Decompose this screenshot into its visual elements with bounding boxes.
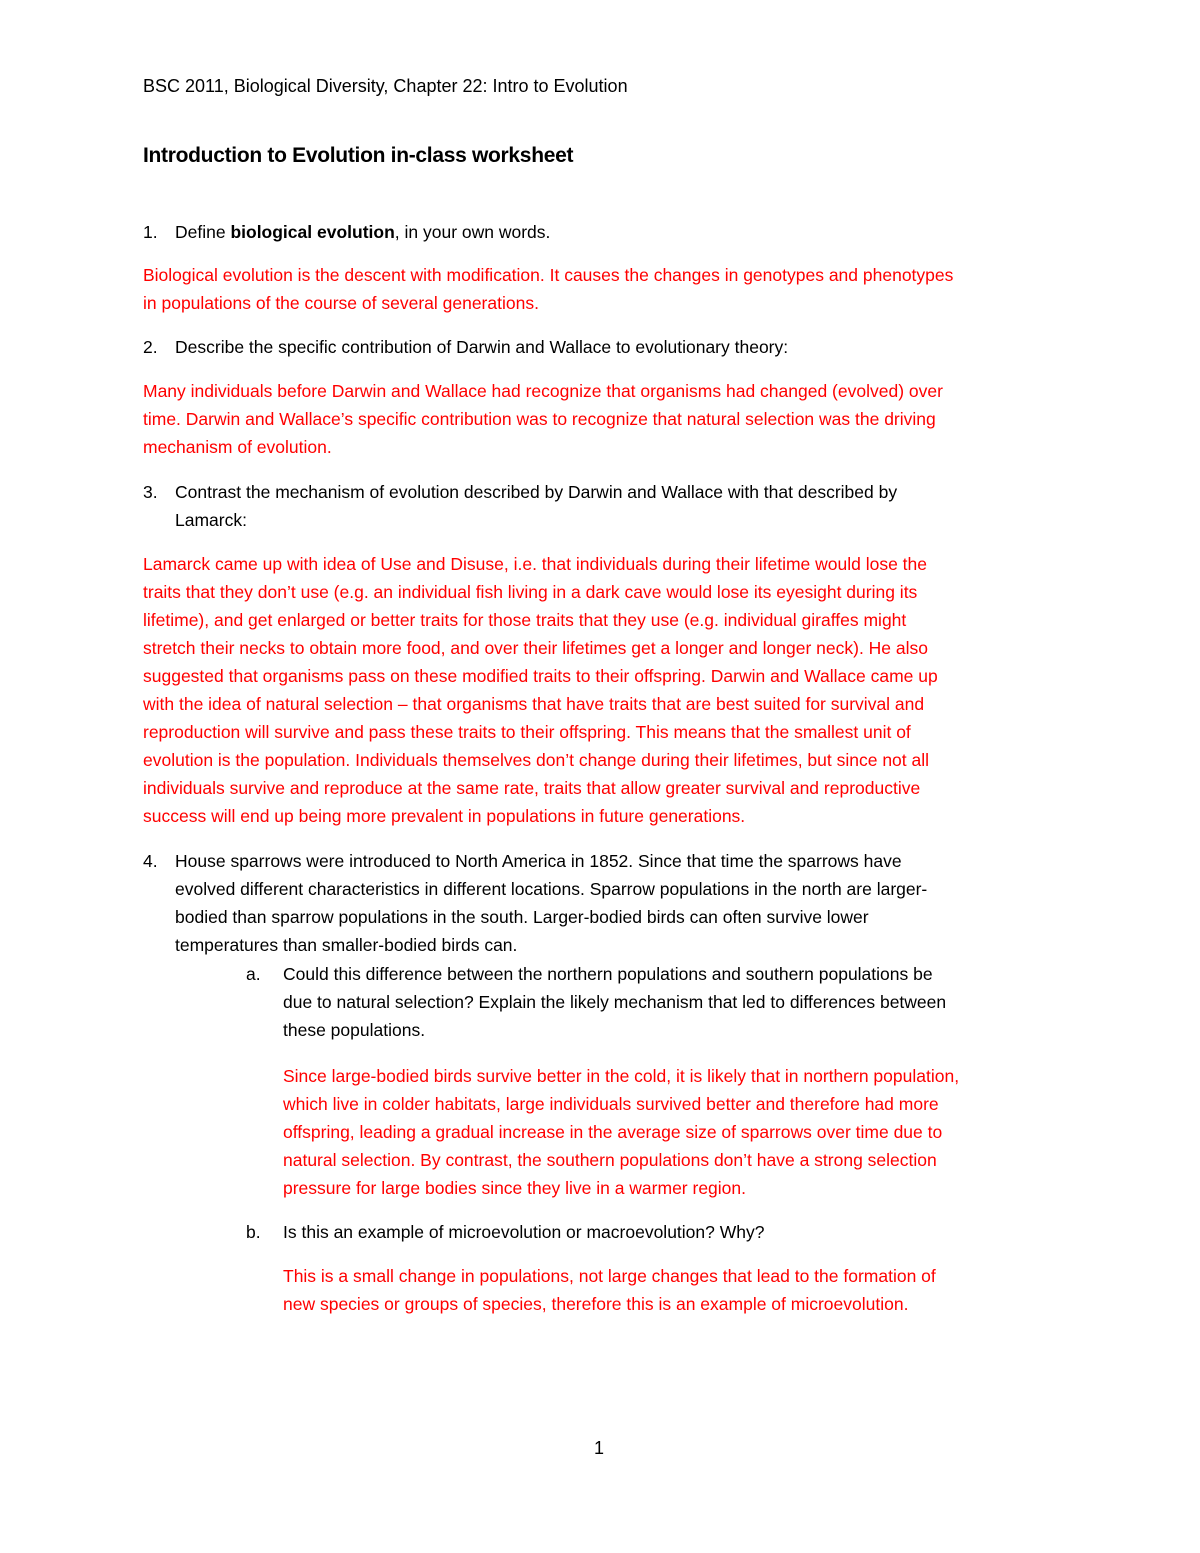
answer-line: Lamarck came up with idea of Use and Disuse, i.e. that individuals during their lifetime would lose the <box>143 554 928 574</box>
answer-line: Biological evolution is the descent with modification. It causes the changes in genotypes and phenotypes <box>143 265 954 285</box>
answer-line: success will end up being more prevalent in populations in future generations. <box>143 806 746 826</box>
subquestion-letter: a. <box>246 964 261 984</box>
question-line: bodied than sparrow populations in the south. Larger-bodied birds can often survive lower <box>175 907 869 927</box>
answer-4a <box>283 1062 1068 1202</box>
subquestion-letter: b. <box>246 1222 261 1242</box>
question-text <box>175 218 1055 246</box>
answer-line: This is a small change in populations, not large changes that lead to the formation of <box>283 1266 936 1286</box>
answer-line: individuals survive and reproduce at the same rate, traits that allow greater survival and reproductive <box>143 778 921 798</box>
answer-line: which live in colder habitats, large individuals survived better and therefore had more <box>283 1094 939 1114</box>
answer-line: evolution is the population. Individuals themselves don’t change during their lifetimes, but since not all <box>143 750 930 770</box>
bold-term: biological evolution <box>230 222 395 242</box>
question-line: temperatures than smaller-bodied birds can. <box>175 935 518 955</box>
answer-line: Many individuals before Darwin and Wallace had recognize that organisms had changed (evolved) over <box>143 381 943 401</box>
question-line: Could this difference between the northern populations and southern populations be <box>283 964 933 984</box>
page-number: 1 <box>594 1438 605 1458</box>
question-text: Describe the specific contribution of Darwin and Wallace to evolutionary theory: <box>175 337 789 357</box>
answer-line: lifetime), and get enlarged or better traits for those traits that they use (e.g. individual giraffes might <box>143 610 907 630</box>
answer-line: new species or groups of species, therefore this is an example of microevolution. <box>283 1294 909 1314</box>
question-line: due to natural selection? Explain the likely mechanism that led to differences between <box>283 992 947 1012</box>
answer-line: stretch their necks to obtain more food, and over their lifetimes get a longer and longer neck). He also <box>143 638 929 658</box>
answer-line: pressure for large bodies since they live in a warmer region. <box>283 1178 746 1198</box>
question-text-prefix: Define <box>175 222 231 242</box>
answer-line: suggested that organisms pass on these modified traits to their offspring. Darwin and Wallace came up <box>143 666 938 686</box>
question-line: Lamarck: <box>175 510 247 530</box>
question-text <box>175 847 1055 959</box>
answer-line: offspring, leading a gradual increase in the average size of sparrows over time due to <box>283 1122 943 1142</box>
answer-line: mechanism of evolution. <box>143 437 332 457</box>
answer-line: traits that they don’t use (e.g. an individual fish living in a dark cave would lose its eyesight during its <box>143 582 918 602</box>
question-number: 1. <box>143 222 158 242</box>
question-text-suffix: , in your own words. <box>394 222 551 242</box>
answer-1 <box>143 261 1068 317</box>
answer-2 <box>143 377 1068 461</box>
answer-line: with the idea of natural selection – that organisms that have traits that are best suited for survival and <box>143 694 925 714</box>
question-line: Contrast the mechanism of evolution described by Darwin and Wallace with that described by <box>175 482 898 502</box>
question-number: 4. <box>143 851 158 871</box>
subquestion-text: Is this an example of microevolution or macroevolution? Why? <box>283 1222 765 1242</box>
question-number: 3. <box>143 482 158 502</box>
answer-line: time. Darwin and Wallace’s specific contribution was to recognize that natural selection was the driving <box>143 409 936 429</box>
answer-3 <box>143 550 1068 830</box>
answer-line: in populations of the course of several generations. <box>143 293 539 313</box>
question-text <box>175 478 1055 534</box>
question-line: these populations. <box>283 1020 426 1040</box>
subquestion-text <box>283 960 1073 1044</box>
question-line: evolved different characteristics in different locations. Sparrow populations in the north are larger- <box>175 879 928 899</box>
answer-line: reproduction will survive and pass these traits to their offspring. This means that the smallest unit of <box>143 722 911 742</box>
question-number: 2. <box>143 337 158 357</box>
answer-line: natural selection. By contrast, the southern populations don’t have a strong selection <box>283 1150 937 1170</box>
worksheet-title: Introduction to Evolution in-class worksheet <box>143 144 574 167</box>
question-line: House sparrows were introduced to North America in 1852. Since that time the sparrows have <box>175 851 902 871</box>
answer-line: Since large-bodied birds survive better in the cold, it is likely that in northern population, <box>283 1066 960 1086</box>
answer-4b <box>283 1262 1068 1318</box>
page-header: BSC 2011, Biological Diversity, Chapter 22: Intro to Evolution <box>143 76 628 96</box>
